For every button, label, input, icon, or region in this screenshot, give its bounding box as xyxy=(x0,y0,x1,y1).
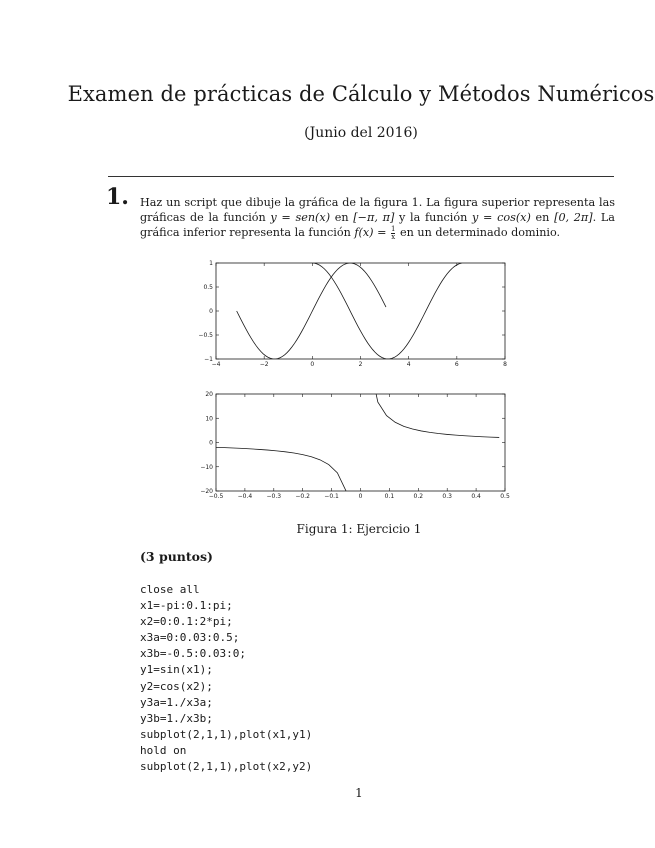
document-title: Examen de prácticas de Cálculo y Métodos Numéricos xyxy=(67,82,655,106)
horizontal-rule xyxy=(108,176,614,177)
y-tick-label: −20 xyxy=(200,488,213,495)
code-line: x3b=-0.5:0.03:0; xyxy=(140,647,246,661)
code-line: y1=sin(x1); xyxy=(140,663,213,677)
fraction-one-over-x xyxy=(391,226,395,241)
code-line: y3b=1./x3b; xyxy=(140,711,213,725)
x-tick-label: 2 xyxy=(358,361,363,368)
question-number: 1. xyxy=(106,184,129,210)
y-tick-label: 1 xyxy=(209,260,213,267)
x-tick-label: 0.5 xyxy=(500,493,510,500)
x-tick-label: 6 xyxy=(454,361,459,368)
x-tick-label: 0.2 xyxy=(413,493,424,500)
plot-inverse xyxy=(196,390,516,502)
plot-sin-cos xyxy=(196,258,516,370)
x-tick-label: 0.3 xyxy=(442,493,452,500)
fraction-denominator: x xyxy=(391,232,396,241)
plot-frame xyxy=(216,263,505,359)
y-tick-label: 0.5 xyxy=(203,284,213,291)
interval-cos: [0, 2π] xyxy=(554,211,593,224)
question-text-part4: en un determinado dominio. xyxy=(396,226,561,239)
code-line: y3a=1./x3a; xyxy=(140,695,213,709)
series-line xyxy=(237,263,386,359)
y-tick-label: 10 xyxy=(205,415,213,423)
document-subtitle: (Junio del 2016) xyxy=(304,125,418,141)
x-tick-label: 4 xyxy=(406,361,411,368)
code-line: y2=cos(x2); xyxy=(140,679,213,693)
x-tick-label: −4 xyxy=(211,361,221,368)
x-tick-label: −0.1 xyxy=(324,493,339,500)
math-cos: y = cos(x) xyxy=(472,211,531,224)
x-tick-label: 8 xyxy=(503,361,507,368)
code-line: subplot(2,1,1),plot(x2,y2) xyxy=(140,760,313,774)
x-tick-label: −0.5 xyxy=(208,493,224,500)
series-line xyxy=(216,447,355,563)
y-tick-label: −10 xyxy=(200,463,213,471)
x-tick-label: −2 xyxy=(259,361,269,368)
question-text-part2: y la función xyxy=(394,211,473,224)
code-block xyxy=(140,582,312,775)
code-line: subplot(2,1,1),plot(x1,y1) xyxy=(140,727,313,741)
figure-caption: Figura 1: Ejercicio 1 xyxy=(296,522,422,536)
fraction-numerator: 1 xyxy=(391,224,396,233)
question-text-part1: Haz un script que dibuje la gráfica de la figura 1. La figura superior representa las gráficas de la función xyxy=(140,196,615,224)
y-tick-label: 0 xyxy=(209,439,213,447)
interval-sin: [−π, π] xyxy=(353,211,395,224)
code-line: close all xyxy=(140,583,200,596)
code-line: x1=-pi:0.1:pi; xyxy=(140,599,233,613)
question-text-part3: . La gráfica inferior representa la función xyxy=(140,211,615,239)
series-line xyxy=(312,263,461,359)
points-label: (3 puntos) xyxy=(140,549,213,564)
x-tick-label: 0 xyxy=(310,361,315,368)
y-tick-label: 0 xyxy=(209,308,213,315)
series-line xyxy=(369,362,499,438)
math-sin: y = sen(x) xyxy=(270,211,331,224)
x-tick-label: −0.2 xyxy=(295,493,310,500)
code-line: hold on xyxy=(140,743,187,757)
plot-frame xyxy=(216,394,505,491)
math-f: f(x) = xyxy=(354,226,390,239)
x-tick-label: 0.4 xyxy=(471,493,481,500)
y-tick-label: −1 xyxy=(204,356,213,363)
x-tick-label: 0.1 xyxy=(384,493,395,500)
page-number: 1 xyxy=(355,786,363,800)
question-text-en2: en xyxy=(530,211,555,224)
question-text xyxy=(140,195,615,241)
y-tick-label: 20 xyxy=(205,391,213,398)
x-tick-label: −0.3 xyxy=(266,493,282,500)
x-tick-label: 0 xyxy=(358,493,363,500)
code-line: x3a=0:0.03:0.5; xyxy=(140,631,240,645)
x-tick-label: −0.4 xyxy=(237,493,253,500)
question-text-en1: en xyxy=(330,211,354,224)
code-line: x2=0:0.1:2*pi; xyxy=(140,615,233,629)
y-tick-label: −0.5 xyxy=(198,332,213,339)
